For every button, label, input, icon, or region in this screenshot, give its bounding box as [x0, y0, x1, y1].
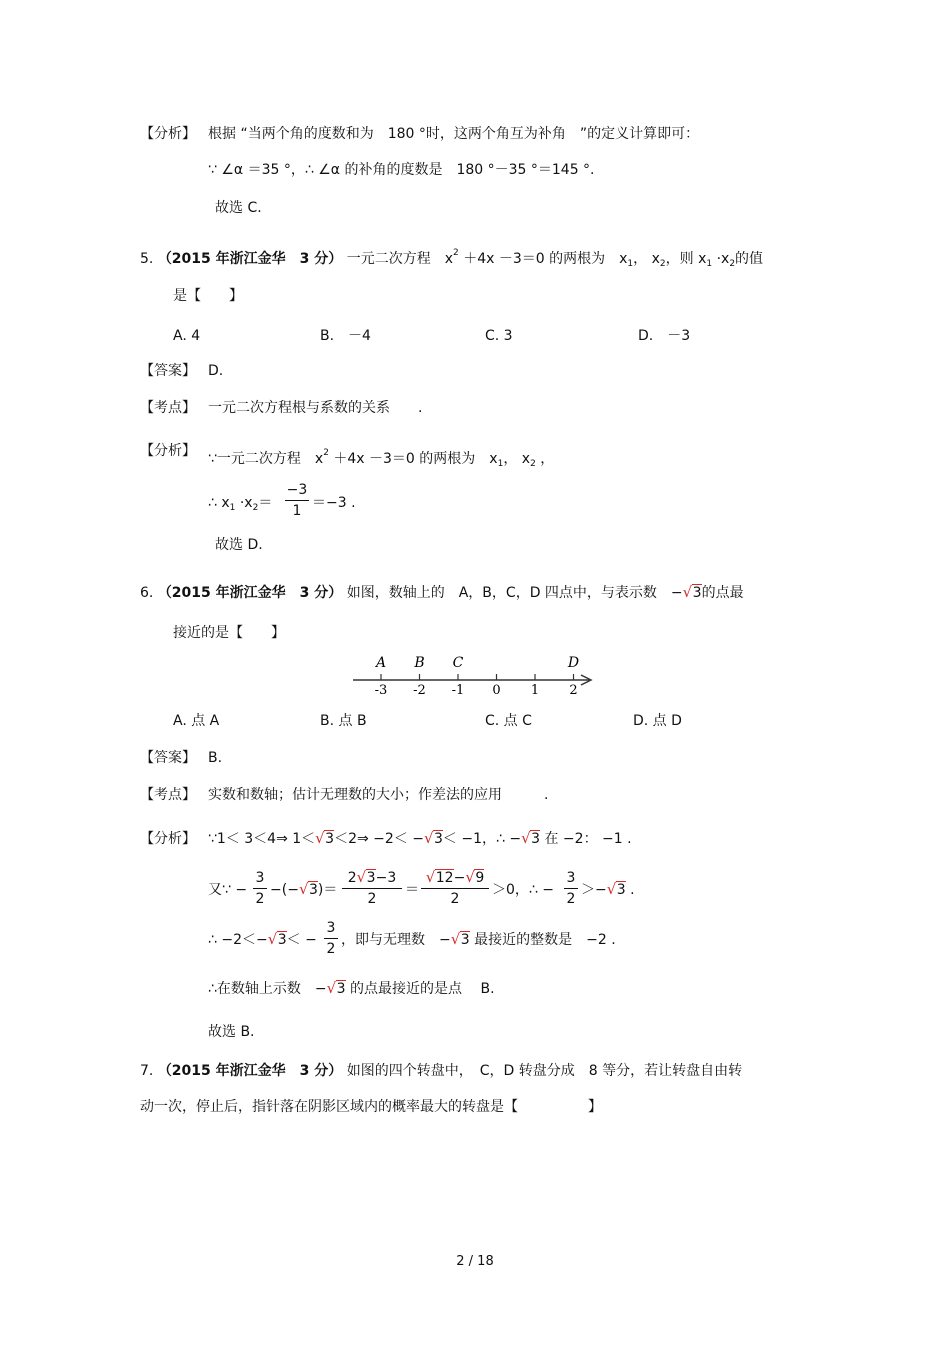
fraction-bar: [421, 888, 489, 889]
option-d: D. 点 D: [633, 713, 682, 729]
axis-tick-label: 1: [530, 683, 540, 698]
page-number: 2 / 18: [456, 1254, 494, 1269]
sqrt: √ 3: [326, 979, 346, 997]
radicand: 3: [531, 831, 541, 847]
question-source: （2015 年浙江金华 3 分）: [157, 585, 343, 601]
denominator: 2: [450, 891, 460, 907]
point-label: C: [452, 655, 464, 671]
fraction: [342, 869, 402, 908]
option-b: B. 点 B: [320, 713, 367, 729]
analysis-part: ， x: [503, 451, 531, 467]
stem-text: ·x: [712, 251, 730, 267]
fraction: [324, 919, 338, 958]
analysis-part: ＞0，∴ −: [492, 882, 554, 898]
option-b: B. －4: [320, 328, 371, 344]
fraction-bar: [285, 500, 309, 501]
option-a: A. 点 A: [173, 713, 220, 729]
analysis-step: ∵ ∠α ＝35 °，∴ ∠α 的补角的度数是 180 °－35 °＝145 °.: [208, 162, 595, 178]
option-c: C. 点 C: [485, 713, 532, 729]
numerator: [342, 869, 402, 887]
sqrt: √ 3: [521, 829, 541, 847]
analysis-part: [270, 880, 337, 900]
point-label: D: [567, 655, 580, 671]
subscript: 2: [252, 503, 259, 513]
radicand: 3: [277, 932, 287, 948]
question-7-stem: [140, 1061, 742, 1081]
stem-text: 如图的四个转盘中， C，D 转盘分成 8 等分，若让转盘自由转: [346, 1063, 743, 1079]
answer-tag: 【答案】: [140, 363, 196, 379]
analysis-text: 根据 “当两个角的度数和为 180 °时，这两个角互为补角 ”的定义计算即可：: [208, 126, 700, 142]
question-6-stem: [140, 583, 744, 603]
stem-text: ＋4x －3＝0 的两根为 x: [458, 251, 628, 267]
answer: D.: [208, 363, 224, 379]
analysis-tag: 【分析】: [140, 831, 196, 847]
text: ∴ −2＜−: [208, 932, 268, 948]
radicand: 3: [616, 882, 626, 898]
answer-tag: 【答案】: [140, 750, 196, 766]
analysis-part: ∵一元二次方程 x: [208, 451, 324, 467]
axis-tick-label: -2: [413, 683, 426, 698]
option-a: A. 4: [173, 328, 201, 344]
analysis-part: ＋4x －3＝0 的两根为 x: [328, 451, 498, 467]
conclusion: 故选 C.: [215, 200, 262, 216]
stem-text: ， x: [633, 251, 660, 267]
numerator: 3: [566, 870, 576, 886]
calc-result: ＝−3 .: [312, 495, 356, 511]
radicand: 3: [336, 981, 346, 997]
sqrt: √ 3: [267, 930, 287, 948]
text: ＞−: [581, 882, 607, 898]
analysis-part: [581, 880, 635, 900]
stem-line-2: 是【 】: [173, 288, 243, 304]
radicand: 3: [692, 585, 702, 601]
numerator: 3: [326, 920, 336, 936]
axis-tick-label: 2: [569, 683, 578, 698]
denominator: 2: [566, 891, 576, 907]
sqrt: √ 3: [298, 880, 318, 898]
radicand: 9: [475, 870, 485, 886]
axis-tick-label: 0: [492, 683, 501, 698]
sqrt: √ 3: [424, 829, 443, 847]
text: 最接近的整数是 −2 .: [469, 932, 616, 948]
analysis-part: [208, 930, 317, 950]
fraction-bar: [324, 938, 338, 939]
numerator: [421, 869, 489, 887]
question-source: （2015 年浙江金华 3 分）: [157, 251, 343, 267]
calc-part: ＝: [258, 495, 273, 511]
analysis-tag: 【分析】: [140, 126, 196, 142]
answer: B.: [208, 750, 223, 766]
analysis-line-4: [208, 979, 495, 999]
stem-text: 的点最: [701, 585, 744, 601]
conclusion: 故选 D.: [215, 537, 263, 553]
text: .: [625, 882, 635, 898]
radicand: 3: [460, 932, 470, 948]
analysis-part: ∵1＜ 3＜4⇒ 1＜: [208, 831, 316, 847]
fraction: [564, 869, 578, 908]
denominator: 2: [367, 891, 377, 907]
subscript: 2: [659, 259, 666, 269]
analysis-tag: 【分析】: [140, 443, 196, 459]
question-number: 5.: [140, 251, 154, 267]
axis-ticks: [374, 655, 579, 698]
exponent: 2: [323, 448, 329, 458]
analysis-part: ，: [535, 451, 555, 467]
denominator: 1: [292, 503, 302, 519]
text: −3: [375, 870, 397, 886]
question-5-stem: [140, 243, 763, 274]
calc-part: ∴ x: [208, 495, 230, 511]
point-text: 实数和数轴；估计无理数的大小；作差法的应用 .: [208, 787, 549, 803]
sqrt: √ 3: [606, 880, 626, 898]
sqrt: √ 12: [425, 868, 454, 886]
denominator: 2: [255, 891, 265, 907]
radicand: 12: [435, 870, 454, 886]
axis-tick-label: -1: [451, 683, 465, 698]
analysis-text: [208, 443, 554, 474]
radicand: 3: [366, 870, 376, 886]
analysis-part: [341, 930, 616, 950]
option-d: D. －3: [638, 328, 691, 344]
analysis-part: ＜2⇒ −2＜ −: [334, 831, 424, 847]
subscript: 1: [627, 259, 634, 269]
radicand: 3: [434, 831, 443, 847]
point-text: 一元二次方程根与系数的关系 .: [208, 400, 423, 416]
analysis-part: 在 −2： −1 .: [540, 831, 632, 847]
stem-text: ，则 x: [665, 251, 707, 267]
exponent: 2: [453, 248, 459, 258]
question-number: 7.: [140, 1063, 154, 1079]
stem-text: 如图，数轴上的 A，B，C，D 四点中，与表示数 −: [346, 585, 683, 601]
sqrt: √ 3: [356, 868, 376, 886]
text: ＜ −: [286, 932, 317, 948]
text: ∴在数轴上示数 −: [208, 981, 327, 997]
fraction: [421, 869, 489, 908]
subscript: 1: [229, 503, 236, 513]
point-tag: 【考点】: [140, 787, 196, 803]
point-label: A: [375, 655, 387, 671]
axis-tick-label: -3: [374, 683, 388, 698]
subscript: 2: [530, 459, 536, 469]
fraction-bar: [564, 888, 578, 889]
fraction-bar: [342, 888, 402, 889]
denominator: 2: [326, 941, 336, 957]
point-tag: 【考点】: [140, 400, 196, 416]
option-c: C. 3: [485, 328, 513, 344]
analysis-part: 又∵ −: [208, 882, 248, 898]
text: )＝: [317, 882, 338, 898]
subscript: 2: [729, 259, 736, 269]
question-number: 6.: [140, 585, 154, 601]
radicand: 3: [325, 831, 335, 847]
calc-part: ·x: [235, 495, 253, 511]
text: 的点最接近的是点 B.: [345, 981, 495, 997]
text: −(−: [270, 882, 299, 898]
stem-text: 的值: [735, 251, 764, 267]
fraction: [253, 869, 267, 908]
analysis-part: ＝: [405, 882, 419, 898]
analysis-line-1: [208, 829, 632, 849]
calc-line: [208, 493, 272, 518]
numerator: 3: [255, 870, 265, 886]
text: −: [453, 870, 466, 886]
sqrt: √ 3: [682, 583, 702, 601]
subscript: 1: [706, 259, 713, 269]
fraction: [285, 481, 309, 520]
conclusion: 故选 B.: [208, 1024, 255, 1040]
sqrt: √ 3: [450, 930, 470, 948]
stem-line-2: 动一次，停止后，指针落在阴影区域内的概率最大的转盘是【 】: [140, 1099, 602, 1115]
number-line-figure: [345, 650, 600, 698]
text: ，即与无理数 −: [341, 932, 451, 948]
text: 2: [347, 870, 357, 886]
radicand: 3: [308, 882, 318, 898]
sqrt: √ 9: [465, 868, 485, 886]
point-label: B: [414, 655, 425, 671]
fraction-bar: [253, 888, 267, 889]
question-source: （2015 年浙江金华 3 分）: [157, 1063, 343, 1079]
stem-text: 一元二次方程 x: [346, 251, 454, 267]
stem-line-2: 接近的是【 】: [173, 625, 285, 641]
subscript: 1: [497, 459, 504, 469]
sqrt: √ 3: [315, 829, 335, 847]
numerator: −3: [286, 482, 308, 498]
analysis-part: ＜ −1，∴ −: [442, 831, 522, 847]
